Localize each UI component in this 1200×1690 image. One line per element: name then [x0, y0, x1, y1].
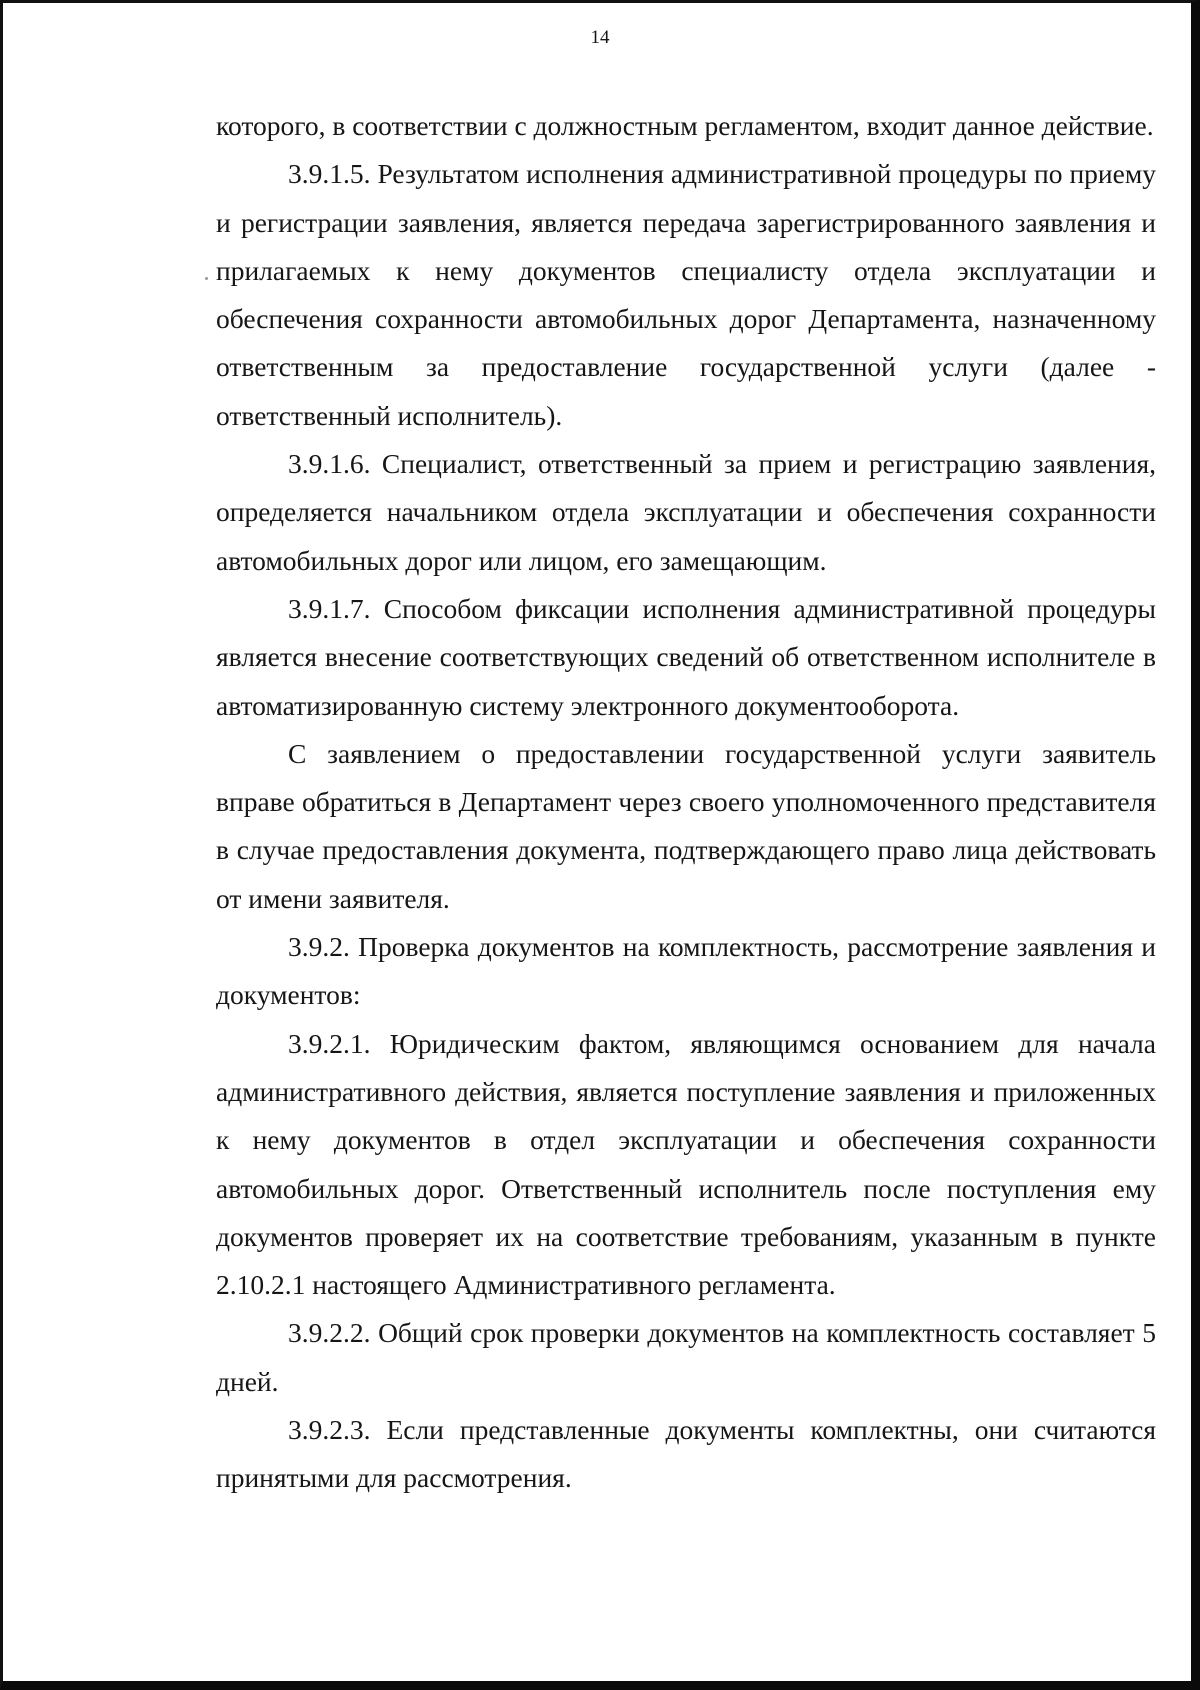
- paragraph-3-9-2: 3.9.2. Проверка документов на комплектность, рассмотрение заявления и документов:: [216, 931, 1156, 1011]
- paragraph-3-9-1-7: 3.9.1.7. Способом фиксации исполнения административной процедуры является внесение соответствующих сведений об ответственном исполнителе в автоматизированную систему электронного документооборота.: [216, 592, 1156, 721]
- scan-dot-mark: [205, 277, 208, 280]
- paragraph-3-9-2-3: 3.9.2.3. Если представленные документы комплектны, они считаются принятыми для рассмотрения.: [216, 1414, 1156, 1494]
- paragraph-3-9-2-2: 3.9.2.2. Общий срок проверки документов на комплектность составляет 5 дней.: [216, 1317, 1156, 1397]
- paragraph-3-9-2-1: 3.9.2.1. Юридическим фактом, являющимся основанием для начала административного действия, является поступление заявления и приложенных к нему документов в отдел эксплуатации и обеспечения сохранности автомобильных дорог. Ответственный исполнитель после поступления ему документов проверяет их на соответствие требованиям, указанным в пункте 2.10.2.1 настоящего Административного регламента.: [216, 1027, 1156, 1301]
- paragraph-3-9-1-6: 3.9.1.6. Специалист, ответственный за прием и регистрацию заявления, определяется начальником отдела эксплуатации и обеспечения сохранности автомобильных дорог или лицом, его замещающим.: [216, 448, 1156, 576]
- document-body: [216, 102, 1156, 1503]
- paragraph-3-9-1-5: 3.9.1.5. Результатом исполнения административной процедуры по приему и регистрации заявления, является передача зарегистрированного заявления и прилагаемых к нему документов специалисту отдела эксплуатации и обеспечения сохранности автомобильных дорог Департамента, назначенному ответственным за предоставление государственной услуги (далее - ответственный исполнитель).: [216, 158, 1156, 431]
- paragraph-continuation: которого, в соответствии с должностным регламентом, входит данное действие.: [216, 110, 1154, 141]
- paragraph-representative: С заявлением о предоставлении государственной услуги заявитель вправе обратиться в Департамент через своего уполномоченного представителя в случае предоставления документа, подтверждающего право лица действовать от имени заявителя.: [216, 737, 1156, 914]
- page-number: 14: [590, 27, 610, 48]
